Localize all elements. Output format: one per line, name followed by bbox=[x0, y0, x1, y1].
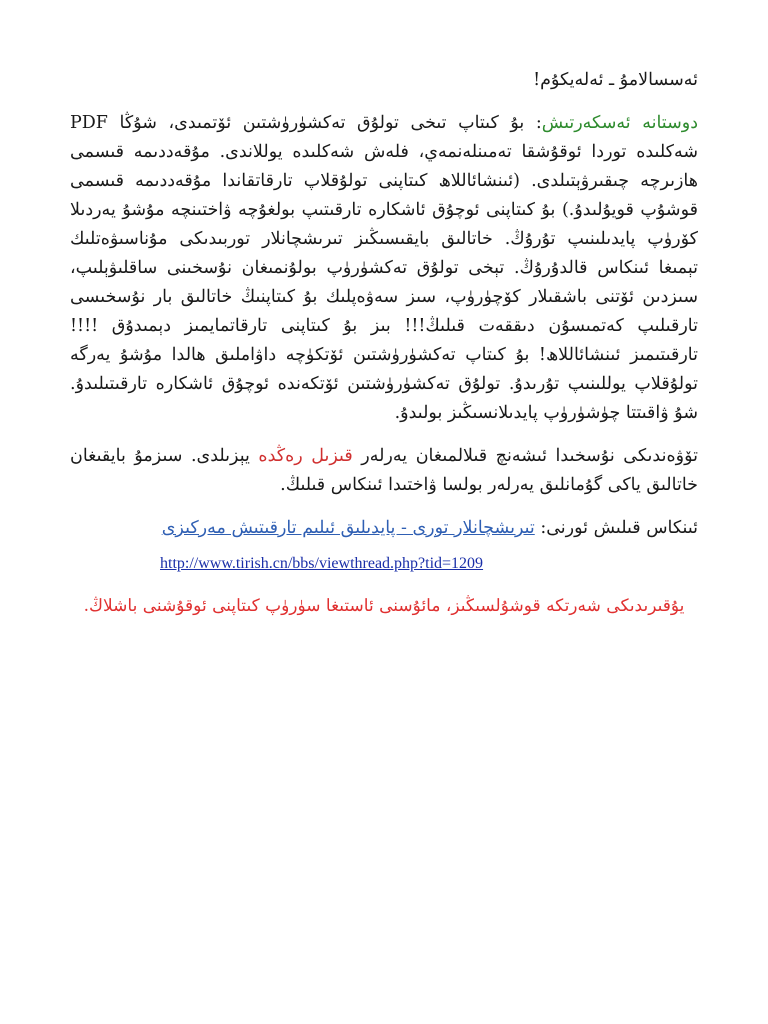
url-row bbox=[160, 549, 698, 578]
thread-url-link[interactable]: http://www.tirish.cn/bbs/viewthread.php?tid=1209 bbox=[160, 555, 484, 572]
document-page bbox=[70, 66, 698, 638]
source-link[interactable]: تىرىشچانلار تورى - پايدىلىق ئىلىم تارقىتىش مەركىزى bbox=[161, 518, 535, 538]
greeting: ئەسسالامۇ ـ ئەلەيكۇم! bbox=[533, 70, 698, 90]
source-label: ئىنكاس قىلىش ئورنى: bbox=[534, 518, 698, 538]
note-text-before: تۆۋەندىكى نۇسخىدا ئىشەنچ قىلالمىغان يەرلەر bbox=[352, 446, 699, 466]
intro-address: دوستانە ئەسكەرتىش bbox=[541, 113, 698, 133]
red-note-paragraph bbox=[70, 442, 698, 500]
footer-notice: يۇقىرىدىكى شەرتكە قوشۇلسىڭىز، مائۇسنى ئاستىغا سۈرۈپ كىتاپنى ئوقۇشنى باشلاڭ. bbox=[83, 596, 685, 616]
note-text-after: يېزىلدى. سىزمۇ بايقىغان خاتالىق ياكى گۇمانلىق يەرلەر بولسا ۋاختىدا ئىنكاس قىلىڭ. bbox=[70, 446, 698, 495]
red-highlight: قىزىل رەڭدە bbox=[258, 446, 353, 466]
intro-paragraph bbox=[70, 109, 698, 428]
intro-text: : بۇ كىتاپ تىخى تولۇق تەكشۈرۈشتىن ئۆتمىدى، شۇڭا PDF شەكلىدە توردا ئوقۇشقا تەمىنلەنمەي، فلەش شەكلىدە يوللاندى. مۇقەددىمە قىسمى ھازىرچە چىقىرۋېتىلدى. (ئىنشائاللاھ كىتاپنى تولۇقلاپ تارقاتقاندا مۇقەددىمە قىسمى قوشۇپ قويۇلىدۇ.) بۇ كىتاپنى ئوچۇق ئاشكارە تارقىتىپ بولغۇچە ۋاختىنچە مۇشۇ يەردىلا كۆرۈپ پايدىلىنىپ تۇرۇڭ. خاتالىق بايقىسىڭىز تىرىشچانلار توربىدىكى مۇناسىۋەتلىك تېمىغا ئىنكاس قالدۇرۇڭ. تېخى تولۇق تەكشۈرۈپ بولۇنمىغان نۇسخىنى ساقلىۋېلىپ، سىزدىن ئۆتنى باشقىلار كۆچۈرۈپ، سىز سەۋەپلىك بۇ كىتاپنىڭ خاتالىق بار نۇسخىسى تارقىلىپ كەتمىسۇن دىققەت قىلىڭ!!! بىز بۇ كىتاپنى تارقاتمايمىز دېمىدۇق !!!! تارقىتىمىز ئىنشائاللاھ! بۇ كىتاپ تەكشۈرۈشتىن ئۆتكۈچە داۋاملىق ھالدا مۇشۇ يەرگە تولۇقلاپ يوللىنىپ تۇرىدۇ. تولۇق تەكشۈرۈشتىن ئۆتكەندە ئوچۇق ئاشكارە تارقىتىلىدۇ. شۇ ۋاقىتتا چۈشۈرۈپ پايدىلانسىڭىز بولىدۇ. bbox=[70, 113, 698, 423]
source-line bbox=[70, 514, 698, 543]
